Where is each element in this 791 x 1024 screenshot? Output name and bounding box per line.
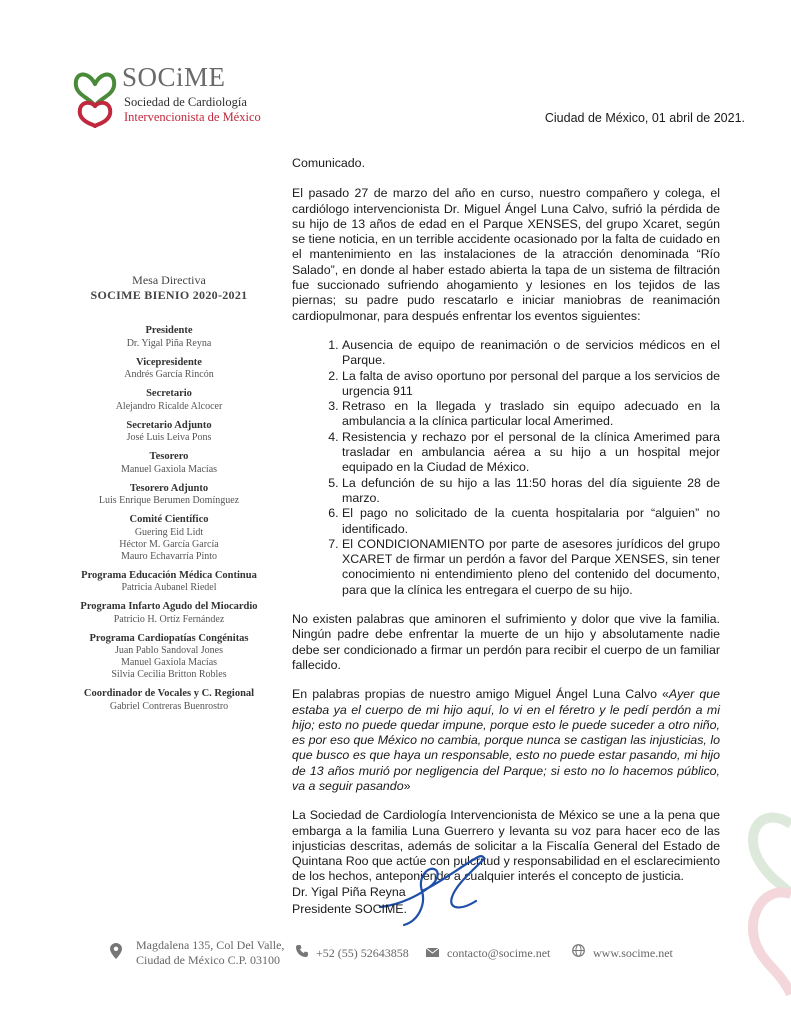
board-member-name: Gabriel Contreras Buenrostro	[109, 700, 229, 712]
board-member-group	[62, 570, 276, 595]
event-item: 6. El pago no solicitado de la cuenta hospitalaria por “alguien” no identificado.	[342, 506, 720, 537]
email-address[interactable]: contacto@socime.net	[447, 945, 551, 960]
website[interactable]: www.socime.net	[593, 945, 673, 960]
board-member-name: Andrés García Rincón	[124, 369, 214, 380]
board-member-name: Patricio H. Ortíz Fernández	[113, 613, 225, 625]
event-item: 1. Ausencia de equipo de reanimación o de servicios médicos en el Parque.	[342, 338, 720, 369]
footer	[0, 930, 791, 970]
footer-email	[426, 944, 550, 962]
board-member-name: Juan Pablo Sandoval Jones	[114, 645, 224, 656]
event-item: 7. El CONDICIONAMIENTO por parte de asesores jurídicos del grupo XCARET de firmar un perdón a favor del Parque XENSES, sin tener conocimiento ni entendimiento pleno del contenido del documento, para que la clínica les entregara el cuerpo de su hijo.	[342, 537, 720, 598]
board-member-name: Héctor M. García García	[119, 538, 219, 550]
board-member-group	[62, 420, 276, 445]
letter-heading: Comunicado.	[292, 156, 366, 170]
letter-date: Ciudad de México, 01 abril de 2021.	[544, 111, 745, 125]
board-member-group	[62, 514, 276, 563]
events-list	[292, 338, 720, 598]
footer-phone	[296, 944, 409, 962]
board-member-group	[62, 357, 276, 382]
event-item: 3. Retraso en la llegada y traslado sin equipo adecuado en la ambulancia a la clínica particular local Amerimed.	[342, 399, 720, 430]
quote-intro: En palabras propias de nuestro amigo Miguel Ángel Luna Calvo «	[292, 687, 669, 702]
board-role: Coordinador de Vocales y C. Regional	[83, 688, 255, 699]
board-role: Secretario Adjunto	[126, 419, 212, 431]
board-member-group	[62, 688, 276, 713]
board-role: Programa Cardiopatías Congénitas	[89, 632, 249, 644]
board-member-name: Alejandro Ricalde Alcocer	[115, 400, 223, 412]
board-role: Secretario	[146, 388, 192, 399]
board-member-group	[62, 633, 276, 682]
board-member-name: Dr. Yigal Piña Reyna	[126, 337, 212, 349]
globe-icon	[572, 944, 585, 962]
board-member-group	[62, 483, 276, 508]
board-member-name: José Luis Leiva Pons	[126, 432, 212, 443]
board-member-group	[62, 601, 276, 626]
logo-subtitle-line1: Sociedad de Cardiología	[124, 95, 247, 109]
sidebar-subtitle: SOCIME BIENIO 2020-2021	[90, 288, 248, 302]
event-item: 5. La defunción de su hijo a las 11:50 horas del día siguiente 28 de marzo.	[342, 476, 720, 507]
board-role: Tesorero	[149, 451, 189, 462]
paragraph-4: La Sociedad de Cardiología Intervencionista de México se une a la pena que embarga a la familia Luna Guerrero y levanta su voz para hacer eco de las injusticias descritas, además de solicitar a la Fiscalía General del Estado de Quintana Roo que actúe con pulcritud y responsabilidad en el esclarecimiento de los hechos, anteponiendo a cualquier interés el concepto de justicia.	[292, 808, 720, 884]
board-sidebar	[62, 273, 276, 720]
signer-name: Dr. Yigal Piña Reyna	[292, 885, 406, 899]
quote-text: Ayer que estaba ya el cuerpo de mi hijo aquí, lo vi en el féretro y le pedí perdón a mi hijo; esto no puede quedar impune, porque esto le puede suceder a otro niño, es por eso que México no cambia, porque nunca se castigan las injusticias, lo que busco es que haya un responsable, esto no puede estar pasando, mi hijo de 13 años murió por negligencia del Parque; si esto no lo hacemos público, va a seguir pasando	[292, 687, 721, 793]
event-item: 2. La falta de aviso oportuno por personal del parque a los servicios de urgencia 911	[342, 369, 720, 400]
board-member-name: Manuel Gaxiola Macías	[120, 463, 218, 475]
logo-name: SOCiME	[122, 62, 226, 92]
sidebar-title: Mesa Directiva	[132, 273, 206, 287]
board-role: Presidente	[145, 325, 193, 336]
board-role: Programa Infarto Agudo del Miocardio	[80, 601, 258, 612]
footer-web	[572, 944, 673, 962]
letter-body	[292, 156, 720, 899]
board-role: Vicepresidente	[136, 356, 202, 368]
heart-logo-icon	[70, 62, 120, 128]
quote-close: »	[403, 778, 411, 793]
logo	[70, 62, 270, 132]
board-member-name: Guering Eid Lidt	[134, 526, 204, 538]
paragraph-1: El pasado 27 de marzo del año en curso, nuestro compañero y colega, el cardiólogo intervencionista Dr. Miguel Ángel Luna Calvo, sufrió la pérdida de su hijo de 13 años de edad en el Parque XENSES, del grupo Xcaret, según se tiene noticia, en un terrible accidente ocasionado por la falta de cuidado en el mantenimiento en las instalaciones de la atracción denominada “Río Salado”, en donde al haber estado abierta la tapa de un sistema de filtración fue succionado sufriendo ahogamiento y lesiones en los tejidos de las piernas; su padre pudo rescatarlo e iniciar maniobras de reanimación cardiopulmonar, para después enfrentar los eventos siguientes:	[292, 186, 720, 323]
logo-subtitle-line2: Intervencionista de México	[124, 110, 261, 124]
event-item: 4. Resistencia y rechazo por el personal de la clínica Amerimed para trasladar en ambulancia aérea a su hijo a un hospital mejor equipado en la Ciudad de México.	[342, 430, 720, 476]
signature-block	[292, 884, 407, 918]
board-member-group	[62, 451, 276, 476]
signer-title: Presidente SOCIME.	[292, 902, 408, 916]
board-member-name: Mauro Echavarría Pinto	[120, 550, 218, 562]
location-pin-icon	[110, 943, 122, 964]
paragraph-3	[292, 687, 720, 794]
board-member-name: Luis Enrique Berumen Domínguez	[98, 495, 240, 506]
board-role: Tesorero Adjunto	[129, 482, 209, 494]
board-member-name: Manuel Gaxiola Macías	[120, 657, 218, 668]
heart-watermark-icon	[721, 764, 791, 1004]
board-member-name: Patricia Aubanel Riedel	[121, 582, 217, 593]
board-member-group	[62, 388, 276, 413]
board-member-group	[62, 325, 276, 350]
address-line1: Magdalena 135, Col Del Valle,	[136, 938, 285, 952]
board-role: Comité Científico	[129, 514, 209, 525]
address-line2: Ciudad de México C.P. 03100	[136, 953, 280, 967]
board-member-name: Silvia Cecilia Britton Robles	[111, 669, 227, 680]
board-role: Programa Educación Médica Continua	[81, 569, 257, 581]
footer-address	[110, 938, 284, 968]
phone-number: +52 (55) 52643858	[316, 945, 409, 960]
mail-icon	[426, 944, 439, 962]
sidebar-groups	[62, 325, 276, 713]
paragraph-2: No existen palabras que aminoren el sufrimiento y dolor que vive la familia. Ningún padre debe enfrentar la muerte de un hijo y absolutamente nadie debe ser condicionado a firmar un perdón para recibir el cuerpo de un familiar fallecido.	[292, 612, 720, 672]
phone-icon	[296, 944, 308, 962]
